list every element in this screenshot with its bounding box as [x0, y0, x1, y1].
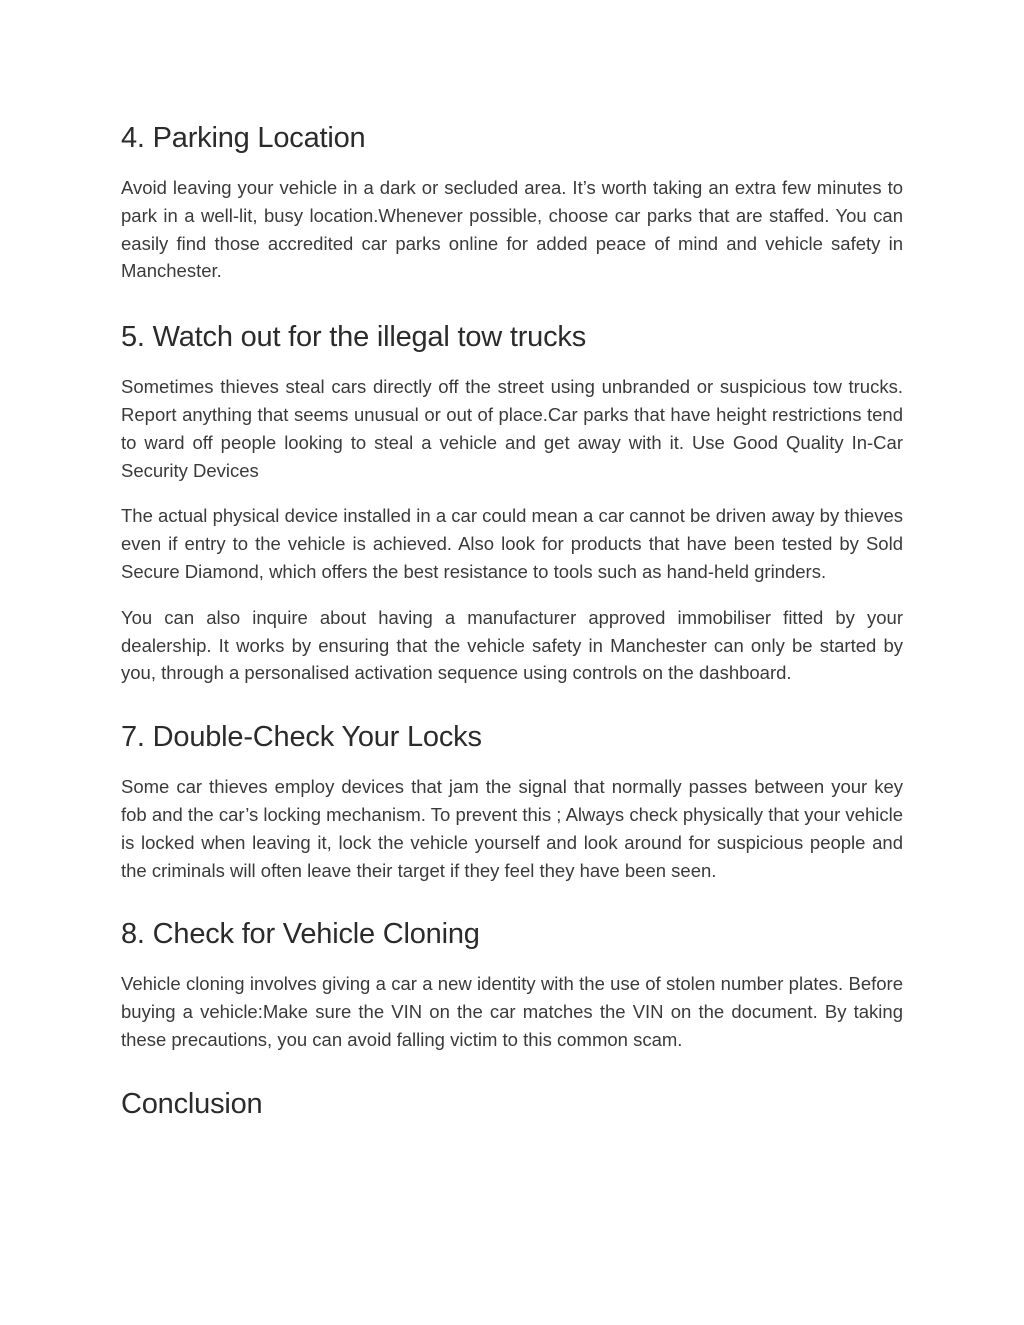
section-heading: 8. Check for Vehicle Cloning	[121, 918, 480, 951]
paragraph: Vehicle cloning involves giving a car a new identity with the use of stolen number plates. Before buying a vehicle:Make sure the VIN on the car matches the VIN on the document. By taking these precautions, you can avoid falling victim to this common scam.	[121, 973, 903, 1050]
section-heading: Conclusion	[121, 1087, 263, 1120]
section-heading: 5. Watch out for the illegal tow trucks	[121, 321, 586, 354]
section-conclusion	[121, 1084, 903, 1124]
section-double-check-locks	[121, 717, 903, 884]
document-page	[121, 118, 903, 1154]
section-parking-location	[121, 118, 903, 285]
paragraph: Avoid leaving your vehicle in a dark or secluded area. It’s worth taking an extra few minutes to park in a well-lit, busy location.Whenever possible, choose car parks that are staffed. You can easily find those accredited car parks online for added peace of mind and vehicle safety in Manchester.	[121, 177, 903, 282]
section-tow-trucks	[121, 317, 903, 687]
section-vehicle-cloning	[121, 914, 903, 1053]
section-heading: 4. Parking Location	[121, 122, 366, 154]
paragraph: The actual physical device installed in a car could mean a car cannot be driven away by thieves even if entry to the vehicle is achieved. Also look for products that have been tested by Sold Secure Diamond, which offers the best resistance to tools such as hand-held grinders.	[121, 505, 903, 582]
paragraph: You can also inquire about having a manufacturer approved immobiliser fitted by your dealership. It works by ensuring that the vehicle safety in Manchester can only be started by you, through a personalised activation sequence using controls on the dashboard.	[121, 606, 903, 684]
section-heading: 7. Double-Check Your Locks	[121, 721, 482, 754]
paragraph: Sometimes thieves steal cars directly off the street using unbranded or suspicious tow trucks. Report anything that seems unusual or out of place.Car parks that have height restrictions tend to ward off people looking to steal a vehicle and get away with it. Use Good Quality In-Car Security Devices	[121, 376, 903, 481]
paragraph: Some car thieves employ devices that jam the signal that normally passes between your key fob and the car’s locking mechanism. To prevent this ; Always check physically that your vehicle is locked when leaving it, lock the vehicle yourself and look around for suspicious people and the criminals will often leave their target if they feel they have been seen.	[121, 776, 903, 881]
